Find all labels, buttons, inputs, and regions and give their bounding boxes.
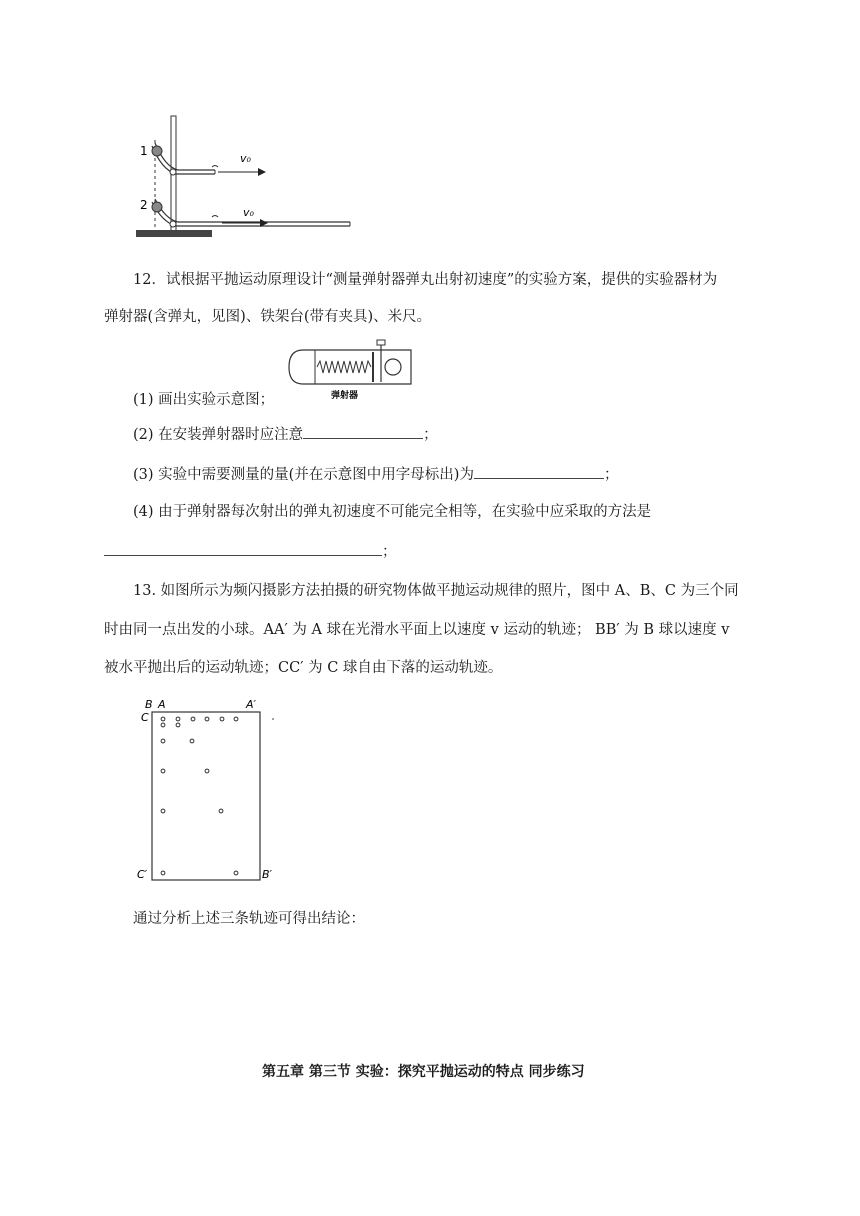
ball-2 [152, 202, 162, 212]
label-B: B [145, 698, 153, 711]
q13-text-line-1: 13. 如图所示为频闪摄影方法拍摄的研究物体做平抛运动规律的照片，图中 A、B、C 为三个同 [133, 583, 739, 599]
section-title: 第五章 第三节 实验：探究平抛运动的特点 同步练习 [262, 1064, 585, 1080]
label-A: A [158, 698, 166, 711]
q12-text-line-1: 12．试根据平抛运动原理设计“测量弹射器弹丸出射初速度”的实验方案，提供的实验器材为 [133, 272, 718, 288]
velocity-label-upper: v₀ [240, 152, 251, 165]
ball-2-label: 2 [140, 198, 148, 212]
answer-blank-3[interactable] [474, 464, 604, 479]
ball-1-label: 1 [140, 144, 148, 158]
q12-sub-4: (4) 由于弹射器每次射出的弹丸初速度不可能完全相等，在实验中应采取的方法是 [133, 504, 652, 520]
q13-text-line-3: 被水平抛出后的运动轨迹；CC′ 为 C 球自由下落的运动轨迹。 [104, 660, 503, 676]
stand-base [136, 230, 212, 237]
label-C: C [141, 711, 149, 724]
q12-sub-3: (3) 实验中需要测量的量(并在示意图中用字母标出)为 ； [133, 464, 618, 485]
ball-1 [152, 146, 162, 156]
track-apparatus-figure [130, 110, 360, 245]
label-A-prime: A′ [246, 698, 257, 711]
launcher-pellet [385, 359, 401, 375]
q12-sub-1: (1) 画出实验示意图； [133, 392, 275, 408]
label-B-prime: B′ [262, 868, 273, 881]
q12-sub-4-blank-line: ； [104, 541, 397, 562]
q13-text-line-2: 时由同一点出发的小球。AA′ 为 A 球在光滑水平面上以速度 v 运动的轨迹； BB′ 为 B 球以速度 v [104, 622, 730, 638]
q12-sub-2: (2) 在安装弹射器时应注意 ； [133, 424, 438, 445]
photo-frame [152, 712, 260, 880]
launcher-figure [285, 338, 420, 403]
strobe-photo-figure [135, 693, 285, 885]
label-C-prime: C′ [137, 868, 148, 881]
q13-conclusion-prompt: 通过分析上述三条轨迹可得出结论： [133, 911, 365, 927]
launcher-caption: 弹射器 [331, 391, 359, 401]
answer-blank-2[interactable] [303, 424, 423, 439]
answer-blank-4[interactable] [104, 541, 382, 556]
velocity-label-lower: v₀ [243, 206, 254, 219]
q12-text-line-2: 弹射器(含弹丸，见图)、铁架台(带有夹具)、米尺。 [104, 309, 432, 325]
